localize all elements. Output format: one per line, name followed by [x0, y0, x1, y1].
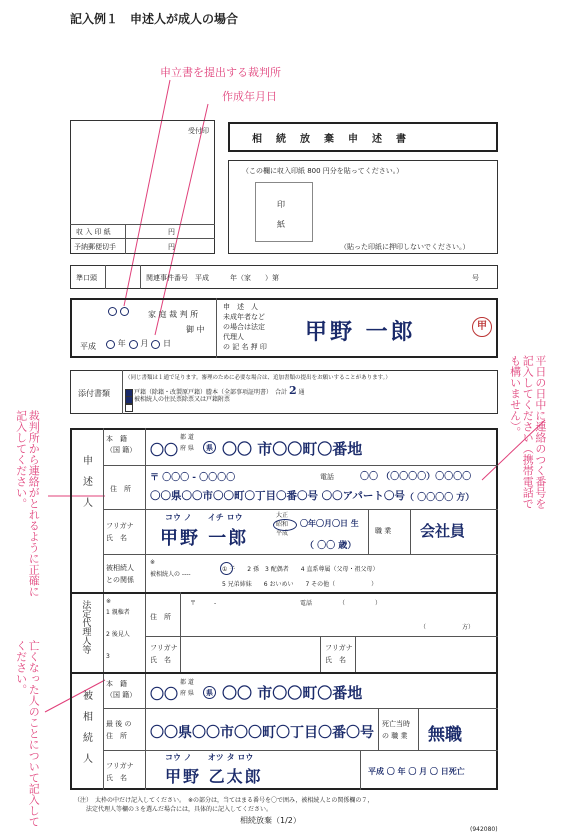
- stamp-placeholder-label: 印 紙: [277, 200, 285, 229]
- checkbox-resident-record[interactable]: [125, 396, 133, 404]
- onchu-label: 御 中: [186, 325, 205, 334]
- month-label: 月: [140, 339, 149, 348]
- court-suffix: 家 庭 裁 判 所: [148, 310, 199, 319]
- annotation-left-1: 裁判所から連絡がとれるように正確に記入してください。: [14, 410, 41, 597]
- dec-address-value: 〇〇県〇〇市〇〇町〇丁目〇番〇号: [150, 725, 374, 741]
- dec-furigana: コウ ノ オツ タ ロウ: [165, 752, 254, 762]
- annotation-court: 申立書を提出する裁判所: [160, 66, 281, 79]
- last-address-label: 最 後 の 住 所: [106, 720, 132, 740]
- legal-kata: （ 方）: [420, 624, 475, 631]
- footnote-2: 法定代理人等欄の３を選んだ場合には，具体的に記入してください。: [86, 806, 273, 813]
- legal-rep-section-label: 法定代理人等: [80, 600, 91, 654]
- dec-honseki-value: 〇〇 市〇〇町〇番地: [222, 684, 363, 702]
- attachment-item-2: 被相続人の住民票除票又は戸籍附票: [125, 394, 230, 404]
- relationship-note: ※ 被相続人の ----: [150, 559, 191, 578]
- phone-label: 電話: [320, 473, 334, 481]
- furigana-name-label: フリガナ 氏 名: [106, 522, 134, 542]
- address-kata: （ 〇〇〇〇 方）: [405, 493, 475, 503]
- related-case-row: [70, 265, 498, 289]
- year-label: 年: [117, 339, 126, 348]
- attachments-note: （同じ書類は１通で足ります。審理のために必要な場合は、追加書類の提出をお願いすることがあります。）: [125, 375, 391, 381]
- legal-zip: 〒 -: [190, 600, 217, 607]
- form-heading: 相 続 放 棄 申 述 書: [252, 134, 408, 145]
- stamp-instruction: （この欄に収入印紙 800 円分を貼ってください。）: [242, 167, 404, 175]
- form-footer: 相続放棄（1/2）: [240, 816, 301, 825]
- stamp-note: （貼った印紙に押印しないでください。）: [340, 243, 470, 251]
- phone-value: 〇〇 （〇〇〇〇）〇〇〇〇: [360, 472, 472, 482]
- related-case-label: 関連事件番号 平成 年（家 ）第: [146, 274, 279, 282]
- annotation-right: 平日の日中に連絡のつく番号を記入してください（携帯電話でも構いません）。: [508, 355, 547, 509]
- applicant-section-label: 申 述 人: [80, 455, 92, 507]
- legal-phone: 電話 （ ）: [300, 600, 382, 607]
- furigana-value: コウ ノ イチ ロウ: [165, 512, 243, 522]
- death-job-label: 死亡当時 の 職 業: [382, 720, 410, 740]
- relationship-label: 被相続人 との関係: [106, 564, 134, 584]
- attachment-count: 2: [288, 384, 297, 397]
- address-value: 〇〇県〇〇市〇〇町〇丁目〇番〇号 〇〇アパート〇号: [150, 490, 405, 502]
- deceased-section-label: 被 相 続 人: [80, 690, 92, 763]
- go-label: 号: [472, 274, 479, 282]
- dec-pref-circle: 県: [203, 686, 216, 699]
- court-name: [108, 307, 129, 317]
- zip-value: 〒 〇〇〇 - 〇〇〇〇: [150, 473, 236, 483]
- dec-honseki-label: 本 籍 （国 籍）: [106, 680, 137, 699]
- death-job-value: 無職: [428, 725, 462, 745]
- todofuken-label: 都 道 府 県: [180, 434, 194, 452]
- era-options: 大正 昭和 平成: [276, 512, 289, 537]
- court-declarant-box: [70, 298, 498, 358]
- dec-name: 甲野 乙太郎: [165, 767, 263, 786]
- yen-2: 円: [168, 243, 175, 251]
- declarant-signature: 甲野 一郎: [305, 319, 416, 345]
- declarant-label: 申 述 人 未成年者など の場合は法定 代理人 の 記 名 押 印: [223, 303, 267, 351]
- relationship-options-2: 5 兄弟姉妹 6 おいめい 7 その他（ ）: [222, 581, 378, 588]
- prelim-label: 準口頭: [76, 274, 97, 282]
- date-prefix: 平成: [80, 342, 96, 351]
- attachment-unit: 通: [298, 389, 305, 396]
- job-value: 会社員: [420, 522, 466, 540]
- legal-name-label-2: フリガナ 氏 名: [325, 644, 353, 664]
- legal-name-label-1: フリガナ 氏 名: [150, 644, 178, 664]
- page-title: 記入例１ 申述人が成人の場合: [70, 12, 239, 26]
- attachment-item-1: 戸籍（除籍・改製原戸籍）謄本（全部事項証明書） 合計 2 通: [125, 384, 305, 397]
- birth-date: 〇年〇月〇日 生: [300, 518, 359, 528]
- legal-rep-options: ※ 1 親権者 2 後見人 3: [106, 598, 130, 660]
- dec-name-label: フリガナ 氏 名: [106, 762, 134, 782]
- annotation-left-2: 亡くなった人のことについて記入してください。: [14, 640, 41, 827]
- name-value: 甲野 一郎: [160, 528, 249, 549]
- checkbox-blank[interactable]: [125, 404, 134, 412]
- relationship-options-1: ① 子 2 孫 3 配偶者 4 直系尊属（父母・祖父母）: [222, 566, 379, 573]
- age-value: （ 〇〇 歳）: [305, 541, 357, 551]
- address-label: 住 所: [110, 485, 131, 493]
- pref-circle: 県: [203, 441, 216, 454]
- postage-label: 予納郵便切手: [74, 243, 116, 251]
- death-date: 平成 〇 年 〇 月 〇 日死亡: [368, 766, 465, 776]
- receipt-stamp-label: 受付印: [188, 127, 209, 135]
- date-value: [106, 338, 171, 349]
- attachments-label: 添付書類: [78, 389, 110, 398]
- honseki-label: 本 籍 （国 籍）: [106, 435, 137, 454]
- legal-address-label: 住 所: [150, 613, 171, 621]
- dec-honseki-prefecture: 〇〇: [150, 687, 178, 703]
- footnote-1: （注） 太枠の中だけ記入してください。 ※の部分は，当てはまる番号を〇で囲み，被相続人との関係欄の７，: [74, 797, 374, 804]
- honseki-prefecture: 〇〇: [150, 443, 178, 459]
- form-code: (942080): [470, 826, 498, 833]
- dec-todofuken-label: 都 道 府 県: [180, 679, 194, 697]
- revenue-stamp-label: 収 入 印 紙: [76, 228, 111, 236]
- day-label: 日: [162, 339, 171, 348]
- yen-1: 円: [168, 228, 175, 236]
- personal-seal: 甲: [472, 317, 492, 337]
- job-label: 職 業: [375, 527, 392, 535]
- era-circle: [273, 519, 297, 531]
- annotation-date: 作成年月日: [222, 90, 277, 103]
- relationship-selected-circle: [220, 562, 233, 575]
- honseki-value: 〇〇 市〇〇町〇番地: [222, 440, 363, 458]
